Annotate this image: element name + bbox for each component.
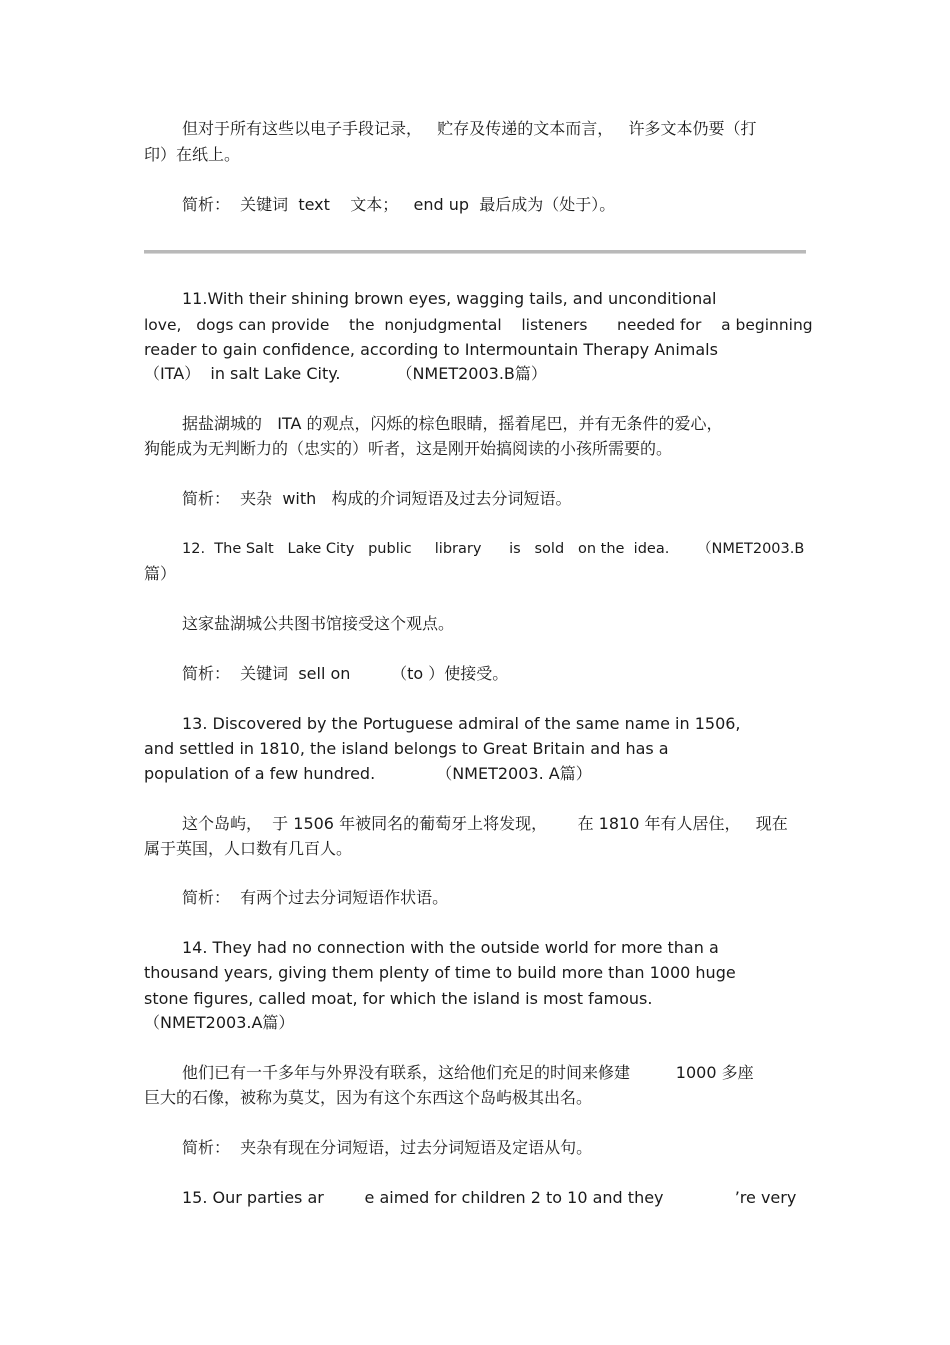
translation-line: 这家盐湖城公共图书馆接受这个观点。 (182, 614, 455, 633)
sentence-line: （ITA） in salt Lake City. （NMET2003.B篇） (144, 364, 547, 383)
sentence-line: and settled in 1810, the island belongs to Great Britain and has a (144, 739, 669, 758)
sentence-line: 11.With their shining brown eyes, wagging tails, and unconditional (182, 289, 717, 308)
sentence-line: thousand years, giving them plenty of time to build more than 1000 huge (144, 963, 736, 982)
sentence-line: 13. Discovered by the Portuguese admiral of the same name in 1506, (182, 714, 741, 733)
analysis-line: 简析： 有两个过去分词短语作状语。 (182, 888, 449, 907)
sentence-line: love, dogs can provide the nonjudgmental listeners needed for a beginning (144, 316, 813, 334)
analysis-line: 简析： 关键词 text 文本； end up 最后成为（处于）。 (182, 195, 616, 214)
section-divider (144, 250, 806, 254)
analysis-line: 简析： 夹杂 with 构成的介词短语及过去分词短语。 (182, 489, 572, 508)
sentence-line: reader to gain confidence, according to Intermountain Therapy Animals (144, 340, 718, 359)
sentence-line: 篇） (144, 564, 177, 583)
translation-line: 他们已有一千多年与外界没有联系，这给他们充足的时间来修建 1000 多座 (182, 1063, 754, 1082)
translation-line: 但对于所有这些以电子手段记录， 贮存及传递的文本而言， 许多文本仍要（打 (182, 119, 757, 138)
sentence-line: 14. They had no connection with the outside world for more than a (182, 938, 719, 957)
sentence-line: 15. Our parties ar e aimed for children 2 to 10 and they ’re very (182, 1188, 797, 1207)
translation-line: 巨大的石像，被称为莫艾，因为有这个东西这个岛屿极其出名。 (144, 1088, 593, 1107)
translation-line: 狗能成为无判断力的（忠实的）听者，这是刚开始搞阅读的小孩所需要的。 (144, 439, 673, 458)
analysis-line: 简析： 夹杂有现在分词短语，过去分词短语及定语从句。 (182, 1138, 593, 1157)
sentence-line: stone figures, called moat, for which the island is most famous. (144, 989, 653, 1008)
translation-line: 这个岛屿， 于 1506 年被同名的葡萄牙上将发现， 在 1810 年有人居住， 现在 (182, 814, 788, 833)
sentence-line: population of a few hundred. （NMET2003. A篇） (144, 764, 592, 783)
translation-line: 属于英国，人口数有几百人。 (144, 839, 353, 858)
sentence-line: 12. The Salt Lake City public library is sold on the idea. （NMET2003.B (182, 541, 805, 557)
sentence-line: （NMET2003.A篇） (144, 1013, 295, 1032)
translation-line: 据盐湖城的 ITA 的观点，闪烁的棕色眼睛，摇着尾巴，并有无条件的爱心， (182, 414, 723, 433)
analysis-line: 简析： 关键词 sell on （to ）使接受。 (182, 664, 509, 683)
translation-line: 印）在纸上。 (144, 145, 241, 164)
